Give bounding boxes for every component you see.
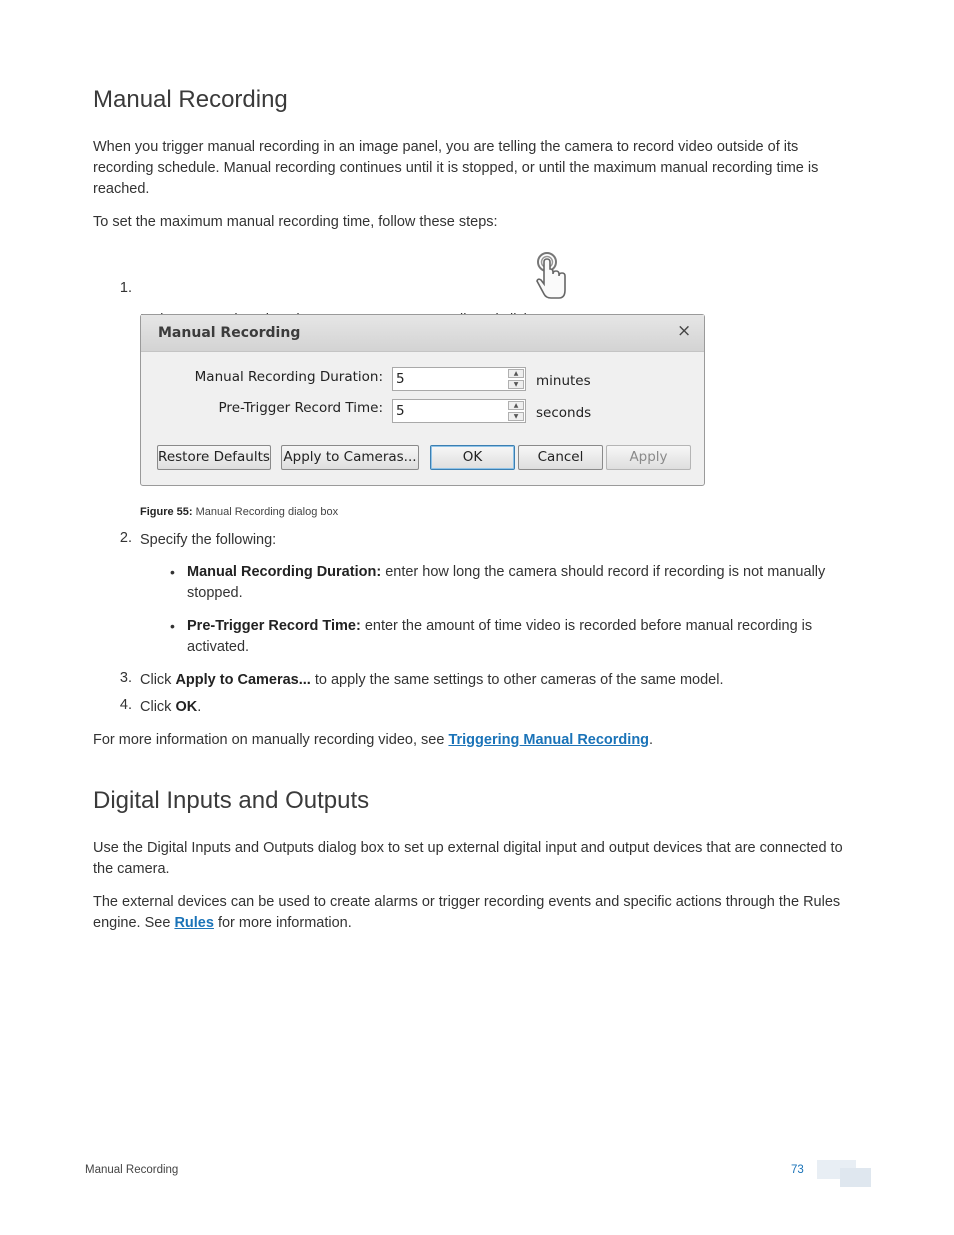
manual-recording-dialog — [140, 314, 705, 486]
dialog-title-bar[interactable] — [141, 315, 704, 352]
step-3-bold: Apply to Cameras... — [175, 672, 311, 688]
step-4-bold: OK — [175, 699, 198, 715]
step-4-number: 4. — [119, 697, 132, 713]
step-3-pre: Click — [140, 672, 172, 688]
footer-section-name: Manual Recording — [85, 1164, 179, 1176]
bullet-2-text: enter the amount of time video is recorded before manual recording is activated. — [187, 618, 813, 655]
pretrigger-unit: seconds — [536, 405, 592, 421]
step-4-pre: Click — [140, 699, 172, 715]
bullet-2-term: Pre-Trigger Record Time: — [187, 618, 361, 634]
pretrigger-input[interactable] — [393, 400, 505, 422]
duration-input[interactable] — [393, 368, 505, 390]
bullet-2 — [187, 616, 857, 658]
bullet-2-dot: • — [170, 618, 175, 634]
rules-link[interactable]: Rules — [174, 915, 214, 931]
step-3-post: to apply the same settings to other cameras of the same model. — [314, 672, 724, 688]
bullet-1 — [187, 562, 857, 604]
figure-caption-text: Manual Recording dialog box — [195, 506, 339, 518]
bullet-1-text: enter how long the camera should record if recording is not manually stopped. — [187, 564, 826, 601]
digital-io-paragraph-1: Use the Digital Inputs and Outputs dialog box to set up external digital input and output devices that are connected to the camera. — [93, 840, 843, 877]
cancel-button[interactable]: Cancel — [518, 445, 603, 470]
footer-page-number: 73 — [791, 1164, 804, 1176]
more-info-paragraph — [93, 730, 858, 751]
digital-io-p2-pre: The external devices can be used to create alarms or trigger recording events and specific actions through the Rules engine. See — [93, 894, 841, 931]
apply-to-cameras-button[interactable]: Apply to Cameras... — [281, 445, 419, 470]
digital-io-paragraph-2 — [93, 892, 858, 934]
ok-button[interactable]: OK — [430, 445, 515, 470]
duration-label: Manual Recording Duration: — [194, 369, 383, 385]
step-4 — [140, 697, 855, 718]
duration-down-icon[interactable]: ▼ — [508, 380, 524, 389]
apply-button[interactable]: Apply — [606, 445, 691, 470]
more-info-post: . — [649, 732, 654, 748]
duration-up-icon[interactable]: ▲ — [508, 369, 524, 378]
bullet-1-dot: • — [170, 564, 175, 580]
step-4-post: . — [197, 699, 202, 715]
triggering-manual-recording-link[interactable]: Triggering Manual Recording — [448, 732, 650, 748]
step-1-number: 1. — [119, 280, 132, 296]
figure-caption-label: Figure 55: — [140, 506, 193, 518]
section-title-manual-recording: Manual Recording — [93, 86, 288, 113]
pretrigger-up-icon[interactable]: ▲ — [508, 401, 524, 410]
close-icon[interactable]: × — [677, 321, 692, 341]
duration-unit: minutes — [536, 373, 591, 389]
pretrigger-down-icon[interactable]: ▼ — [508, 412, 524, 421]
steps-lead: To set the maximum manual recording time, follow these steps: — [93, 214, 498, 230]
section-title-digital-io: Digital Inputs and Outputs — [93, 787, 370, 814]
step-2: Specify the following: — [140, 532, 277, 548]
pretrigger-spinbox — [392, 399, 526, 423]
step-3 — [140, 670, 855, 691]
bullet-1-term: Manual Recording Duration: — [187, 564, 382, 580]
footer-decoration-2 — [840, 1168, 871, 1187]
duration-spinbox — [392, 367, 526, 391]
figure-caption — [140, 506, 338, 518]
intro-paragraph: When you trigger manual recording in an image panel, you are telling the camera to record video outside of its recording schedule. Manual recording continues until it is stopped, or until the maximum manual recording time is reached. — [93, 139, 819, 197]
step-3-number: 3. — [119, 670, 132, 686]
digital-io-p2-post: for more information. — [217, 915, 352, 931]
step-2-number: 2. — [119, 530, 132, 546]
dialog-title: Manual Recording — [158, 325, 301, 341]
restore-defaults-button[interactable]: Restore Defaults — [157, 445, 271, 470]
pretrigger-label: Pre-Trigger Record Time: — [218, 400, 383, 416]
more-info-pre: For more information on manually recording video, see — [93, 732, 445, 748]
